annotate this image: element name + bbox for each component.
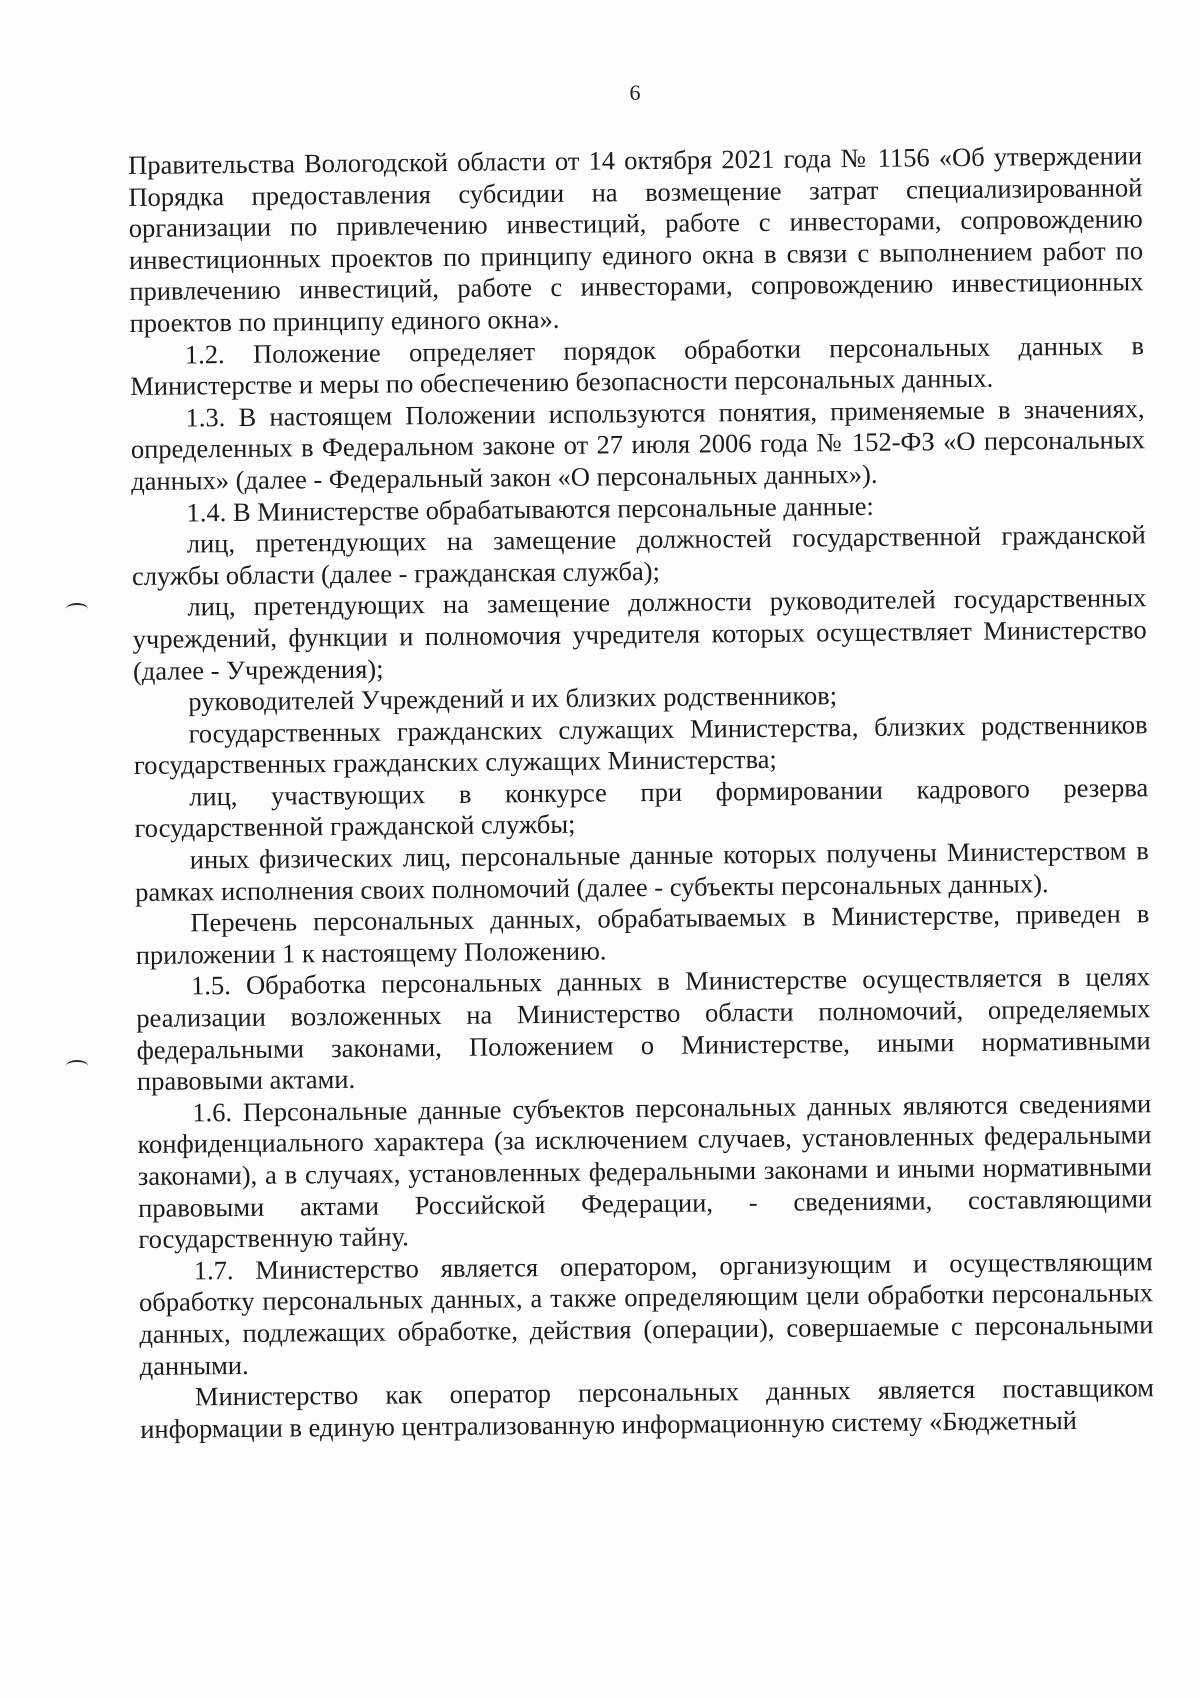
list-item: руководителей Учреждений и их близких родственников;	[188, 680, 838, 717]
paragraph-1-7: 1.7. Министерство является оператором, организующим и осуществляющим обработку персональных данных, а также определяющим цели обработки персональных данных, подлежащих обработке, действия (операции), совершаемые с персональными данными.	[138, 1245, 1154, 1381]
paragraph-1-4: 1.4. В Министерстве обрабатываются персональные данные:	[186, 490, 874, 527]
list-item: лиц, участвующих в конкурсе при формировании кадрового резерва государственной гражданской службы;	[134, 772, 1149, 844]
paragraph-operator: Министерство как оператор персональных данных является поставщиком информации в единую централизованную информационную систему «Бюджетный	[140, 1372, 1155, 1444]
margin-bracket-mark	[66, 603, 88, 615]
list-item: лиц, претендующих на замещение должности руководителей государственных учреждений, функции и полномочия учредителя которых осуществляет Министерство (далее - Учреждения);	[132, 582, 1147, 686]
margin-bracket-mark	[66, 1060, 88, 1072]
paragraph-1-5: 1.5. Обработка персональных данных в Министерстве осуществляется в целях реализации возложенных на Министерство области полномочий, определяемых федеральными законами, Положением о Министерстве, иными нормативными правовыми актами.	[136, 961, 1151, 1097]
document-body	[128, 140, 1154, 1445]
list-item: лиц, претендующих на замещение должностей государственной гражданской службы области (далее - гражданская служба);	[131, 519, 1146, 591]
list-item: государственных гражданских служащих Министерства, близких родственников государственных гражданских служащих Министерства;	[133, 708, 1148, 781]
list-item: иных физических лиц, персональные данные которых получены Министерством в рамках исполнения своих полномочий (далее - субъекты персональных данных).	[134, 835, 1149, 907]
paragraph-1-2: 1.2. Положение определяет порядок обработки персональных данных в Министерстве и меры по обеспечению безопасности персональных данных.	[130, 329, 1145, 402]
paragraph-1-6: 1.6. Персональные данные субъектов персональных данных являются сведениями конфиденциального характера (за исключением случаев, установленных федеральными законами), а в случаях, установленных федеральными законами и иными нормативными правовыми актами Российской Федерации, - сведениями, составляющими государственную тайну.	[137, 1088, 1153, 1255]
paragraph-continuation: Правительства Вологодской области от 14 октября 2021 года № 1156 «Об утверждении Порядка предоставления субсидии на возмещение затрат специализированной организации по привлечению инвестиций, работе с инвесторами, сопровождению инвестиционных проектов по принципу единого окна в связи с выполнением работ по привлечению инвестиций, работе с инвесторами, сопровождению инвестиционных проектов по принципу единого окна».	[128, 140, 1144, 338]
paragraph-list-reference: Перечень персональных данных, обрабатываемых в Министерстве, приведен в приложении 1 к настоящему Положению.	[135, 898, 1150, 970]
paragraph-1-3: 1.3. В настоящем Положении используются понятия, применяемые в значениях, определенных в Федеральном законе от 27 июля 2006 года № 152-ФЗ «О персональных данных» (далее - Федеральный закон «О персональных данных»).	[130, 393, 1145, 496]
page-number: 6	[629, 80, 641, 105]
